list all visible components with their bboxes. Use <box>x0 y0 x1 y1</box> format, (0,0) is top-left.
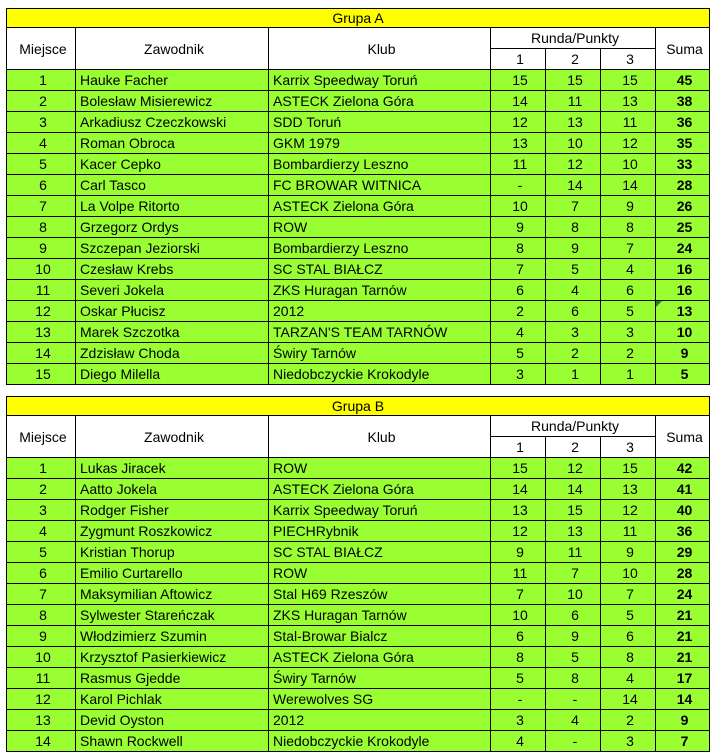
club-cell: Niedobczyckie Krokodyle <box>269 364 491 385</box>
header-round-1: 1 <box>491 49 546 70</box>
rider-name-cell: Arkadiusz Czeczkowski <box>76 112 269 133</box>
rider-name-cell: Rodger Fisher <box>76 500 269 521</box>
round-3-cell: 10 <box>601 563 656 584</box>
header-round-2: 2 <box>546 437 601 458</box>
club-cell: ZKS Huragan Tarnów <box>269 280 491 301</box>
club-cell: PIECHRybnik <box>269 521 491 542</box>
table-row <box>7 154 710 175</box>
place-cell: 14 <box>7 343 76 364</box>
rider-name-cell: Carl Tasco <box>76 175 269 196</box>
round-2-cell: 3 <box>546 322 601 343</box>
sum-cell: 16 <box>656 280 710 301</box>
sum-cell: 36 <box>656 521 710 542</box>
table-row <box>7 731 710 752</box>
round-1-cell: 7 <box>491 259 546 280</box>
table-row <box>7 322 710 343</box>
sum-cell: 36 <box>656 112 710 133</box>
place-cell: 12 <box>7 689 76 710</box>
round-3-cell: 4 <box>601 259 656 280</box>
round-3-cell: 9 <box>601 196 656 217</box>
round-2-cell: 5 <box>546 259 601 280</box>
club-cell: ASTECK Zielona Góra <box>269 647 491 668</box>
sum-cell: 42 <box>656 458 710 479</box>
header-round-3: 3 <box>601 437 656 458</box>
table-row <box>7 458 710 479</box>
table-row <box>7 364 710 385</box>
group-b-table <box>6 396 710 752</box>
table-row <box>7 710 710 731</box>
round-1-cell: 4 <box>491 731 546 752</box>
rider-name-cell: Aatto Jokela <box>76 479 269 500</box>
sum-cell: 35 <box>656 133 710 154</box>
place-cell: 13 <box>7 322 76 343</box>
header-rider: Zawodnik <box>76 416 269 458</box>
round-2-cell: 10 <box>546 133 601 154</box>
header-rider: Zawodnik <box>76 28 269 70</box>
header-rounds: Runda/Punkty <box>491 416 656 437</box>
header-row <box>7 28 710 49</box>
group-title: Grupa A <box>7 9 710 28</box>
sum-cell: 14 <box>656 689 710 710</box>
round-1-cell: 13 <box>491 500 546 521</box>
round-3-cell: 11 <box>601 112 656 133</box>
rider-name-cell: Włodzimierz Szumin <box>76 626 269 647</box>
round-2-cell: 15 <box>546 70 601 91</box>
round-2-cell: 1 <box>546 364 601 385</box>
sum-cell: 13 <box>656 301 710 322</box>
table-row <box>7 647 710 668</box>
rider-name-cell: Oskar Płucisz <box>76 301 269 322</box>
round-2-cell: 12 <box>546 458 601 479</box>
round-3-cell: 2 <box>601 343 656 364</box>
sum-cell: 29 <box>656 542 710 563</box>
round-2-cell: 4 <box>546 710 601 731</box>
round-2-cell: 11 <box>546 542 601 563</box>
place-cell: 6 <box>7 563 76 584</box>
round-3-cell: 9 <box>601 542 656 563</box>
round-2-cell: 8 <box>546 217 601 238</box>
header-sum: Suma <box>656 28 710 70</box>
club-cell: ROW <box>269 563 491 584</box>
rider-name-cell: Kristian Thorup <box>76 542 269 563</box>
header-club: Klub <box>269 416 491 458</box>
place-cell: 3 <box>7 500 76 521</box>
table-row <box>7 259 710 280</box>
sum-cell: 41 <box>656 479 710 500</box>
round-2-cell: 8 <box>546 668 601 689</box>
round-1-cell: 8 <box>491 238 546 259</box>
table-row <box>7 584 710 605</box>
round-2-cell: - <box>546 689 601 710</box>
club-cell: ASTECK Zielona Góra <box>269 479 491 500</box>
round-2-cell: - <box>546 731 601 752</box>
club-cell: GKM 1979 <box>269 133 491 154</box>
rider-name-cell: Zygmunt Roszkowicz <box>76 521 269 542</box>
club-cell: TARZAN'S TEAM TARNÓW <box>269 322 491 343</box>
round-1-cell: 2 <box>491 301 546 322</box>
round-2-cell: 6 <box>546 605 601 626</box>
round-1-cell: - <box>491 175 546 196</box>
club-cell: Werewolves SG <box>269 689 491 710</box>
table-row <box>7 91 710 112</box>
rider-name-cell: Karol Pichlak <box>76 689 269 710</box>
place-cell: 1 <box>7 458 76 479</box>
club-cell: ASTECK Zielona Góra <box>269 196 491 217</box>
place-cell: 5 <box>7 154 76 175</box>
table-row <box>7 70 710 91</box>
place-cell: 1 <box>7 70 76 91</box>
sum-cell: 24 <box>656 238 710 259</box>
rider-name-cell: Sylwester Stareńczak <box>76 605 269 626</box>
round-3-cell: 6 <box>601 280 656 301</box>
rider-name-cell: Devid Oyston <box>76 710 269 731</box>
place-cell: 8 <box>7 605 76 626</box>
sum-cell: 16 <box>656 259 710 280</box>
table-row <box>7 280 710 301</box>
table-row <box>7 500 710 521</box>
table-row <box>7 175 710 196</box>
round-2-cell: 12 <box>546 154 601 175</box>
round-2-cell: 5 <box>546 647 601 668</box>
group-title-row <box>7 9 710 28</box>
round-3-cell: 1 <box>601 364 656 385</box>
header-round-2: 2 <box>546 49 601 70</box>
club-cell: SC STAL BIAŁCZ <box>269 542 491 563</box>
rider-name-cell: Zdzisław Choda <box>76 343 269 364</box>
round-1-cell: 10 <box>491 605 546 626</box>
place-cell: 7 <box>7 584 76 605</box>
place-cell: 13 <box>7 710 76 731</box>
header-club: Klub <box>269 28 491 70</box>
round-1-cell: 12 <box>491 521 546 542</box>
round-2-cell: 7 <box>546 563 601 584</box>
header-place: Miejsce <box>7 416 76 458</box>
rider-name-cell: Szczepan Jeziorski <box>76 238 269 259</box>
round-1-cell: 6 <box>491 626 546 647</box>
group-title: Grupa B <box>7 397 710 416</box>
round-1-cell: 6 <box>491 280 546 301</box>
rider-name-cell: Severi Jokela <box>76 280 269 301</box>
rider-name-cell: Marek Szczotka <box>76 322 269 343</box>
group-title-row <box>7 397 710 416</box>
round-2-cell: 9 <box>546 238 601 259</box>
rider-name-cell: Emilio Curtarello <box>76 563 269 584</box>
round-1-cell: 5 <box>491 668 546 689</box>
place-cell: 8 <box>7 217 76 238</box>
club-cell: Bombardierzy Leszno <box>269 154 491 175</box>
sum-cell: 45 <box>656 70 710 91</box>
place-cell: 2 <box>7 479 76 500</box>
round-1-cell: 12 <box>491 112 546 133</box>
table-row <box>7 112 710 133</box>
round-1-cell: 14 <box>491 479 546 500</box>
round-3-cell: 12 <box>601 133 656 154</box>
rider-name-cell: Kacer Cepko <box>76 154 269 175</box>
round-1-cell: 9 <box>491 542 546 563</box>
round-2-cell: 13 <box>546 521 601 542</box>
round-3-cell: 12 <box>601 500 656 521</box>
round-1-cell: 3 <box>491 364 546 385</box>
table-row <box>7 626 710 647</box>
header-rounds: Runda/Punkty <box>491 28 656 49</box>
rider-name-cell: Roman Obroca <box>76 133 269 154</box>
club-cell: Niedobczyckie Krokodyle <box>269 731 491 752</box>
sum-cell: 17 <box>656 668 710 689</box>
header-place: Miejsce <box>7 28 76 70</box>
place-cell: 10 <box>7 647 76 668</box>
rider-name-cell: Diego Milella <box>76 364 269 385</box>
table-row <box>7 217 710 238</box>
table-row <box>7 301 710 322</box>
header-sum: Suma <box>656 416 710 458</box>
round-3-cell: 11 <box>601 521 656 542</box>
round-3-cell: 5 <box>601 301 656 322</box>
round-1-cell: 3 <box>491 710 546 731</box>
round-2-cell: 14 <box>546 479 601 500</box>
round-3-cell: 15 <box>601 458 656 479</box>
round-3-cell: 7 <box>601 584 656 605</box>
club-cell: ASTECK Zielona Góra <box>269 91 491 112</box>
place-cell: 4 <box>7 133 76 154</box>
club-cell: Świry Tarnów <box>269 668 491 689</box>
table-row <box>7 542 710 563</box>
round-3-cell: 5 <box>601 605 656 626</box>
round-1-cell: 4 <box>491 322 546 343</box>
round-3-cell: 3 <box>601 322 656 343</box>
header-round-3: 3 <box>601 49 656 70</box>
round-3-cell: 4 <box>601 668 656 689</box>
sum-cell: 26 <box>656 196 710 217</box>
round-3-cell: 13 <box>601 479 656 500</box>
round-2-cell: 6 <box>546 301 601 322</box>
round-2-cell: 15 <box>546 500 601 521</box>
rider-name-cell: Czesław Krebs <box>76 259 269 280</box>
round-2-cell: 10 <box>546 584 601 605</box>
sum-cell: 9 <box>656 343 710 364</box>
round-1-cell: 10 <box>491 196 546 217</box>
place-cell: 11 <box>7 280 76 301</box>
place-cell: 4 <box>7 521 76 542</box>
round-1-cell: - <box>491 689 546 710</box>
place-cell: 14 <box>7 731 76 752</box>
round-3-cell: 6 <box>601 626 656 647</box>
table-row <box>7 343 710 364</box>
header-row <box>7 416 710 437</box>
sum-cell: 5 <box>656 364 710 385</box>
round-3-cell: 3 <box>601 731 656 752</box>
club-cell: 2012 <box>269 710 491 731</box>
header-round-1: 1 <box>491 437 546 458</box>
place-cell: 5 <box>7 542 76 563</box>
place-cell: 6 <box>7 175 76 196</box>
table-row <box>7 605 710 626</box>
club-cell: SDD Toruń <box>269 112 491 133</box>
round-1-cell: 5 <box>491 343 546 364</box>
round-3-cell: 14 <box>601 689 656 710</box>
round-3-cell: 13 <box>601 91 656 112</box>
round-3-cell: 8 <box>601 217 656 238</box>
club-cell: ROW <box>269 458 491 479</box>
sum-cell: 24 <box>656 584 710 605</box>
round-1-cell: 7 <box>491 584 546 605</box>
table-row <box>7 521 710 542</box>
round-1-cell: 15 <box>491 70 546 91</box>
round-3-cell: 10 <box>601 154 656 175</box>
sum-cell: 21 <box>656 647 710 668</box>
table-row <box>7 563 710 584</box>
sum-cell: 9 <box>656 710 710 731</box>
rider-name-cell: Grzegorz Ordys <box>76 217 269 238</box>
round-2-cell: 2 <box>546 343 601 364</box>
sum-cell: 10 <box>656 322 710 343</box>
rider-name-cell: Shawn Rockwell <box>76 731 269 752</box>
club-cell: Bombardierzy Leszno <box>269 238 491 259</box>
club-cell: FC BROWAR WITNICA <box>269 175 491 196</box>
sum-cell: 25 <box>656 217 710 238</box>
round-3-cell: 8 <box>601 647 656 668</box>
round-2-cell: 13 <box>546 112 601 133</box>
round-3-cell: 14 <box>601 175 656 196</box>
rider-name-cell: Bolesław Misierewicz <box>76 91 269 112</box>
round-3-cell: 7 <box>601 238 656 259</box>
club-cell: 2012 <box>269 301 491 322</box>
sum-cell: 40 <box>656 500 710 521</box>
table-row <box>7 238 710 259</box>
rider-name-cell: Hauke Facher <box>76 70 269 91</box>
round-2-cell: 9 <box>546 626 601 647</box>
place-cell: 7 <box>7 196 76 217</box>
group-a-table <box>6 8 710 385</box>
place-cell: 3 <box>7 112 76 133</box>
round-1-cell: 11 <box>491 563 546 584</box>
round-1-cell: 9 <box>491 217 546 238</box>
rider-name-cell: Rasmus Gjedde <box>76 668 269 689</box>
sum-cell: 21 <box>656 605 710 626</box>
place-cell: 15 <box>7 364 76 385</box>
club-cell: Stal H69 Rzeszów <box>269 584 491 605</box>
place-cell: 12 <box>7 301 76 322</box>
table-row <box>7 479 710 500</box>
rider-name-cell: Lukas Jiracek <box>76 458 269 479</box>
sum-cell: 7 <box>656 731 710 752</box>
club-cell: ZKS Huragan Tarnów <box>269 605 491 626</box>
rider-name-cell: Krzysztof Pasierkiewicz <box>76 647 269 668</box>
round-3-cell: 2 <box>601 710 656 731</box>
round-1-cell: 14 <box>491 91 546 112</box>
sum-cell: 21 <box>656 626 710 647</box>
club-cell: Karrix Speedway Toruń <box>269 70 491 91</box>
round-1-cell: 13 <box>491 133 546 154</box>
club-cell: ROW <box>269 217 491 238</box>
round-2-cell: 14 <box>546 175 601 196</box>
sum-cell: 28 <box>656 175 710 196</box>
place-cell: 2 <box>7 91 76 112</box>
sum-cell: 33 <box>656 154 710 175</box>
place-cell: 11 <box>7 668 76 689</box>
table-row <box>7 689 710 710</box>
round-2-cell: 7 <box>546 196 601 217</box>
round-2-cell: 4 <box>546 280 601 301</box>
sum-cell: 38 <box>656 91 710 112</box>
place-cell: 9 <box>7 238 76 259</box>
round-3-cell: 15 <box>601 70 656 91</box>
round-2-cell: 11 <box>546 91 601 112</box>
club-cell: Karrix Speedway Toruń <box>269 500 491 521</box>
sum-cell: 28 <box>656 563 710 584</box>
round-1-cell: 8 <box>491 647 546 668</box>
rider-name-cell: Maksymilian Aftowicz <box>76 584 269 605</box>
table-row <box>7 133 710 154</box>
place-cell: 10 <box>7 259 76 280</box>
table-row <box>7 668 710 689</box>
place-cell: 9 <box>7 626 76 647</box>
table-row <box>7 196 710 217</box>
round-1-cell: 11 <box>491 154 546 175</box>
club-cell: Świry Tarnów <box>269 343 491 364</box>
club-cell: Stal-Browar Bialcz <box>269 626 491 647</box>
club-cell: SC STAL BIAŁCZ <box>269 259 491 280</box>
round-1-cell: 15 <box>491 458 546 479</box>
rider-name-cell: La Volpe Ritorto <box>76 196 269 217</box>
